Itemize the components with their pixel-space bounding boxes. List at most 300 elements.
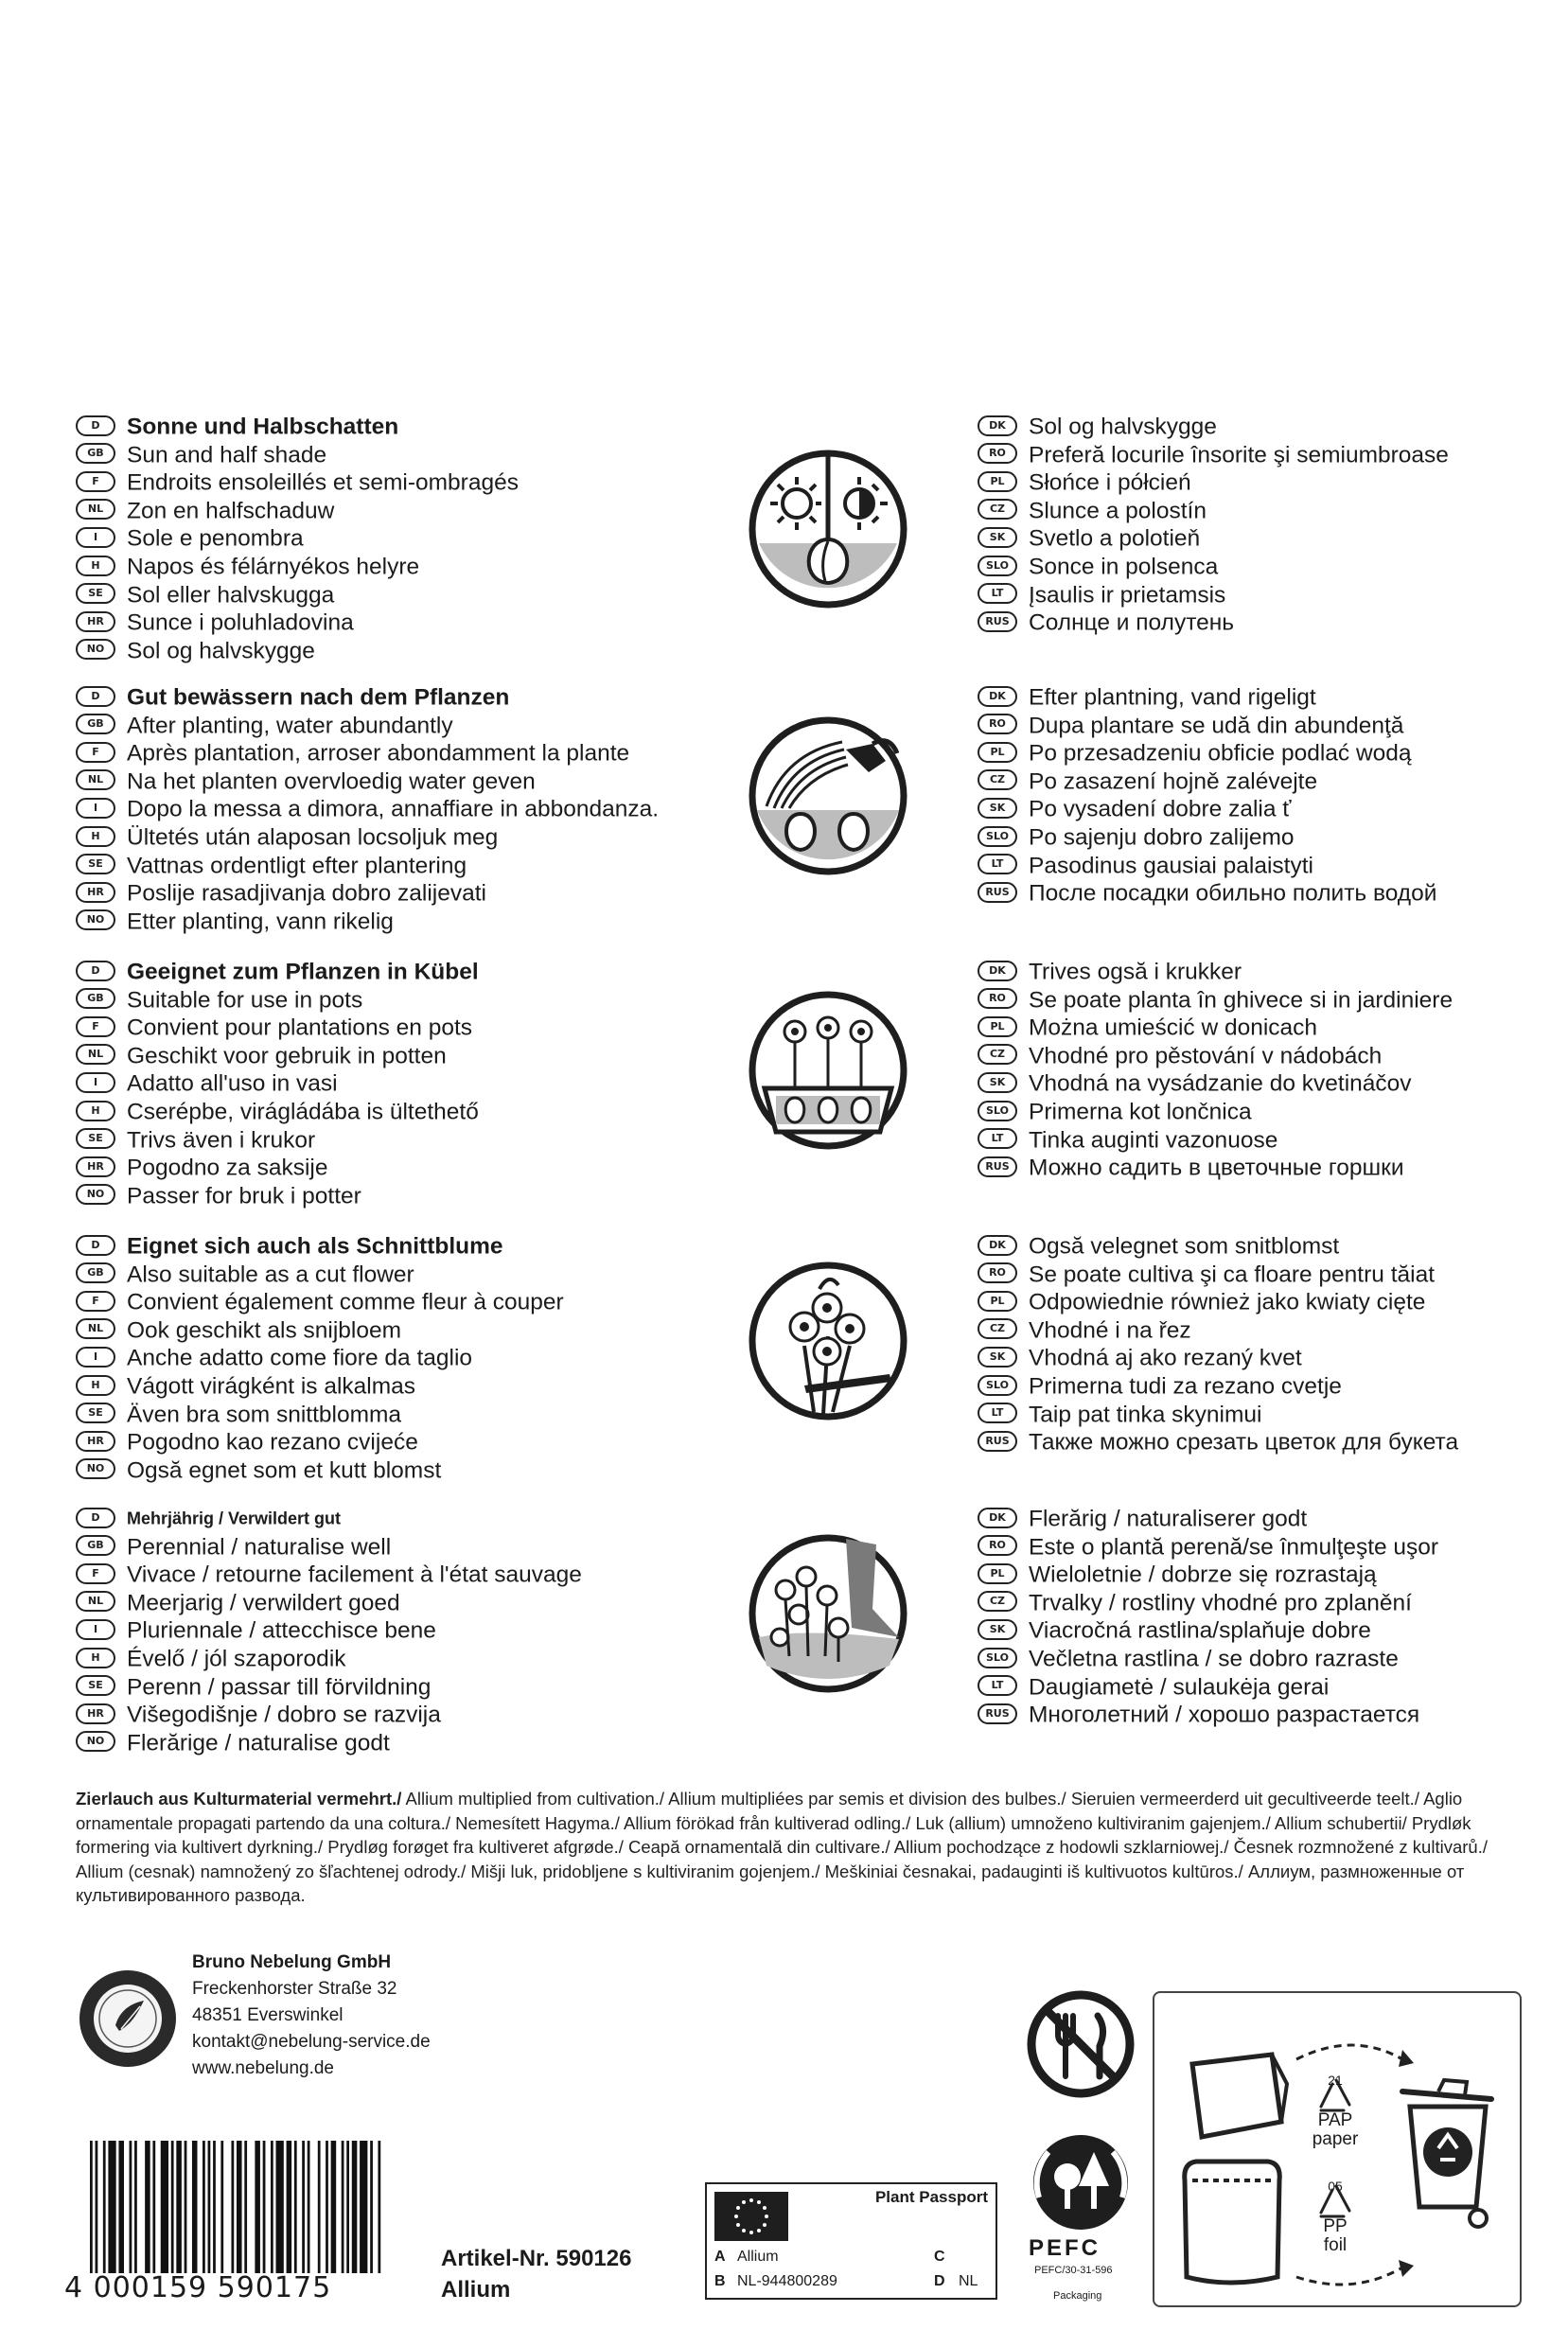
language-row <box>978 1261 1545 1289</box>
language-row <box>76 1589 738 1617</box>
language-code-badge: RO <box>978 1262 1017 1283</box>
language-text: Preferă locurile însorite şi semiumbroase <box>1029 442 1449 468</box>
language-row <box>76 1673 738 1702</box>
language-row <box>76 609 738 637</box>
language-row <box>76 497 738 525</box>
language-row <box>978 1701 1545 1729</box>
language-text: Vhodné pro pěstování v nádobách <box>1029 1043 1383 1069</box>
language-code-badge: SE <box>76 1128 115 1149</box>
barcode-bar <box>152 2141 155 2273</box>
not-for-consumption-icon <box>1024 1987 1137 2101</box>
language-code-badge: HR <box>76 882 115 903</box>
language-text: Vhodná na vysádzanie do kvetináčov <box>1029 1071 1412 1098</box>
recycling-bin-icon <box>1402 2080 1491 2227</box>
paper-recycle-code: PAP <box>1317 2110 1353 2130</box>
language-row <box>76 1126 738 1155</box>
language-code-badge: NO <box>76 1184 115 1205</box>
passport-label-b: B <box>714 2273 726 2289</box>
language-code-badge: RUS <box>978 1156 1017 1177</box>
language-text: Slunce a polostín <box>1029 498 1207 524</box>
language-text: Vattnas ordentligt efter plantering <box>127 853 467 879</box>
language-code-badge: HR <box>76 1703 115 1724</box>
language-text: Évelő / jól szaporodik <box>127 1646 346 1672</box>
flower-pot-icon <box>748 990 908 1151</box>
pefc-packaging-label: Packaging <box>1053 2290 1102 2302</box>
language-code-badge: GB <box>76 1262 115 1283</box>
language-code-badge: NO <box>76 1731 115 1752</box>
language-row <box>978 1616 1545 1645</box>
paper-arrow-icon <box>1296 2045 1402 2059</box>
language-code-badge: NL <box>76 499 115 520</box>
language-text: Sol eller halvskugga <box>127 582 335 609</box>
right-language-column <box>978 958 1545 1182</box>
company-email: kontakt@nebelung-service.de <box>192 2032 431 2052</box>
language-text: Sun and half shade <box>127 442 327 468</box>
language-code-badge: NL <box>76 1044 115 1065</box>
language-code-badge: RUS <box>978 611 1017 632</box>
language-row <box>978 823 1545 852</box>
language-code-badge: NO <box>76 1458 115 1479</box>
barcode-digits: 4 000159 590175 <box>64 2271 332 2304</box>
language-code-badge: GB <box>76 443 115 464</box>
cultivation-lead: Zierlauch aus Kulturmaterial vermehrt./ <box>76 1789 402 1809</box>
language-text: Flerărige / naturalise godt <box>127 1730 390 1756</box>
language-code-badge: LT <box>978 1403 1017 1423</box>
language-row <box>978 1561 1545 1589</box>
language-row <box>76 1729 738 1757</box>
language-text: Tinka auginti vazonuose <box>1029 1127 1278 1154</box>
language-code-badge: SLO <box>978 556 1017 576</box>
barcode-bar <box>103 2141 106 2273</box>
language-row <box>76 1645 738 1673</box>
pefc-label: PEFC <box>1029 2235 1101 2261</box>
barcode-bar <box>134 2141 137 2273</box>
language-text: Sole e penombra <box>127 526 304 553</box>
language-row <box>978 1069 1545 1098</box>
language-row <box>76 768 738 796</box>
language-text: Mehrjährig / Verwildert gut <box>127 1509 342 1528</box>
article-info <box>441 2243 631 2305</box>
barcode-bar <box>370 2141 373 2273</box>
language-text: Se poate planta în ghivece si in jardiniere <box>1029 987 1453 1014</box>
barcode-bar <box>220 2141 223 2273</box>
language-row <box>76 712 738 740</box>
language-text: Večletna rastlina / se dobro razraste <box>1029 1646 1399 1672</box>
right-language-column <box>978 413 1545 637</box>
language-text: Sonne und Halbschatten <box>127 414 399 440</box>
language-code-badge: SK <box>978 1347 1017 1368</box>
language-row <box>76 1372 738 1401</box>
language-row <box>76 1316 738 1345</box>
language-row <box>76 524 738 553</box>
language-code-badge: SK <box>978 1072 1017 1093</box>
language-row <box>76 879 738 908</box>
language-text: Po przesadzeniu obficie podlać wodą <box>1029 740 1412 767</box>
language-code-badge: RUS <box>978 1431 1017 1452</box>
language-code-badge: PL <box>978 1563 1017 1584</box>
language-text: Солнце и полутень <box>1029 609 1235 636</box>
barcode-bar <box>326 2141 328 2273</box>
barcode-bar <box>192 2141 198 2273</box>
language-text: Convient pour plantations en pots <box>127 1015 473 1041</box>
language-text: Также можно срезать цветок для букета <box>1029 1429 1459 1456</box>
language-code-badge: DK <box>978 415 1017 436</box>
language-code-badge: SE <box>76 1675 115 1696</box>
language-code-badge: H <box>76 1101 115 1121</box>
language-code-badge: PL <box>978 742 1017 763</box>
language-text: Trivs även i krukor <box>127 1127 316 1154</box>
language-row <box>978 468 1545 497</box>
language-row <box>76 1401 738 1429</box>
language-code-badge: I <box>76 1072 115 1093</box>
barcode-bar <box>96 2141 98 2273</box>
language-text: Napos és félárnyékos helyre <box>127 554 420 580</box>
language-text: Wieloletnie / dobrze się rozrastają <box>1029 1562 1377 1588</box>
passport-value-a: Allium <box>737 2249 779 2265</box>
language-code-badge: GB <box>76 714 115 734</box>
language-text: Gut bewässern nach dem Pflanzen <box>127 684 510 711</box>
language-code-badge: NO <box>76 909 115 930</box>
language-code-badge: HR <box>76 1156 115 1177</box>
barcode-bar <box>342 2141 344 2273</box>
barcode-bar <box>208 2141 211 2273</box>
language-code-badge: PL <box>978 1016 1017 1037</box>
barcode-bar <box>271 2141 273 2273</box>
language-code-badge: F <box>76 742 115 763</box>
language-row <box>978 879 1545 908</box>
language-code-badge: SE <box>76 583 115 604</box>
language-code-badge: HR <box>76 1431 115 1452</box>
passport-row-b <box>714 2273 837 2290</box>
right-language-column <box>978 1505 1545 1729</box>
pefc-code: PEFC/30-31-596 <box>1034 2265 1113 2276</box>
language-text: After planting, water abundantly <box>127 713 453 739</box>
language-text: Pogodno kao rezano cvijeće <box>127 1429 418 1456</box>
left-language-column <box>76 958 738 1209</box>
paper-recycle-number: 21 <box>1328 2073 1343 2088</box>
barcode-bar <box>130 2141 132 2273</box>
language-text: Adatto all'uso in vasi <box>127 1071 338 1098</box>
barcode-bar <box>287 2141 292 2273</box>
language-code-badge: HR <box>76 611 115 632</box>
passport-value-b: NL-944800289 <box>737 2273 837 2289</box>
language-text: Odpowiednie również jako kwiaty cięte <box>1029 1289 1426 1315</box>
perennial-naturalise-icon <box>748 1533 908 1694</box>
language-code-badge: F <box>76 1291 115 1312</box>
language-code-badge: RO <box>978 714 1017 734</box>
language-text: Taip pat tinka skynimui <box>1029 1402 1262 1428</box>
language-text: Sunce i poluhladovina <box>127 609 354 636</box>
language-row <box>76 1456 738 1485</box>
language-text: Vhodná aj ako rezaný kvet <box>1029 1346 1302 1372</box>
language-text: Vágott virágként is alkalmas <box>127 1373 416 1400</box>
language-code-badge: SK <box>978 527 1017 548</box>
language-code-badge: SLO <box>978 1648 1017 1668</box>
barcode-bar <box>346 2141 349 2273</box>
company-website: www.nebelung.de <box>192 2058 334 2078</box>
language-text: Perenn / passar till förvildning <box>127 1674 432 1701</box>
language-code-badge: SE <box>76 854 115 874</box>
barcode-bar <box>331 2141 337 2273</box>
left-language-column <box>76 1505 738 1756</box>
barcode-bar <box>171 2141 174 2273</box>
language-row <box>76 1261 738 1289</box>
sustainable-supplier-seal-icon <box>78 1968 178 2069</box>
language-text: Efter plantning, vand rigeligt <box>1029 684 1316 711</box>
plant-passport-title: Plant Passport <box>874 2188 988 2206</box>
language-row <box>76 683 738 712</box>
language-text: Passer for bruk i potter <box>127 1183 361 1209</box>
language-text: Cserépbe, virágládába is ültethető <box>127 1099 479 1125</box>
language-row <box>76 958 738 986</box>
barcode-bar <box>294 2141 297 2273</box>
company-city: 48351 Everswinkel <box>192 2005 344 2025</box>
barcode-bar <box>360 2141 367 2273</box>
language-text: Zon en halfschaduw <box>127 498 335 524</box>
pefc-tree-logo-icon <box>1030 2131 1132 2233</box>
language-text: Vivace / retourne facilement à l'état sauvage <box>127 1562 582 1588</box>
article-number: Artikel-Nr. 590126 <box>441 2246 632 2271</box>
language-row <box>978 1428 1545 1456</box>
language-code-badge: I <box>76 1619 115 1640</box>
language-row <box>76 1561 738 1589</box>
plant-passport <box>705 2182 997 2300</box>
language-text: Ogsă velegnet som snitblomst <box>1029 1233 1340 1260</box>
left-language-column <box>76 1232 738 1484</box>
barcode-bar <box>108 2141 115 2273</box>
language-code-badge: DK <box>978 961 1017 981</box>
language-text: Viacročná rastlina/splaňuje dobre <box>1029 1618 1371 1645</box>
language-row <box>978 986 1545 1015</box>
language-code-badge: DK <box>978 686 1017 707</box>
language-code-badge: I <box>76 527 115 548</box>
language-row <box>978 609 1545 637</box>
language-code-badge: SK <box>978 798 1017 819</box>
language-code-badge: D <box>76 415 115 436</box>
barcode-bar <box>231 2141 234 2273</box>
language-row <box>76 553 738 581</box>
recycling-info <box>1153 1991 1522 2307</box>
language-code-badge: DK <box>978 1508 1017 1528</box>
language-row <box>978 1098 1545 1126</box>
language-text: Ook geschikt als snijbloem <box>127 1317 402 1344</box>
language-row <box>978 497 1545 525</box>
language-text: Perennial / naturalise well <box>127 1534 392 1561</box>
language-text: Įsaulis ir prietamsis <box>1029 582 1226 609</box>
language-text: Endroits ensoleillés et semi-ombragés <box>127 469 519 496</box>
language-code-badge: RUS <box>978 1703 1017 1724</box>
language-row <box>978 795 1545 823</box>
language-text: Vhodné i na řez <box>1029 1317 1191 1344</box>
language-code-badge: D <box>76 1235 115 1256</box>
language-text: Flerărig / naturaliserer godt <box>1029 1506 1308 1532</box>
language-row <box>76 1616 738 1645</box>
language-row <box>978 739 1545 768</box>
language-code-badge: D <box>76 686 115 707</box>
language-text: Po vysadení dobre zalia ť <box>1029 797 1292 823</box>
language-code-badge: D <box>76 1508 115 1528</box>
language-code-badge: GB <box>76 1535 115 1556</box>
language-row <box>76 1154 738 1182</box>
left-language-column <box>76 413 738 664</box>
left-language-column <box>76 683 738 935</box>
language-text: Sol og halvskygge <box>127 638 315 664</box>
language-row <box>76 1288 738 1316</box>
barcode-bar <box>255 2141 260 2273</box>
language-row <box>76 1232 738 1261</box>
language-code-badge: SE <box>76 1403 115 1423</box>
language-row <box>76 1428 738 1456</box>
language-code-badge: RO <box>978 443 1017 464</box>
language-text: Trvalky / rostliny vhodné pro zplanění <box>1029 1590 1412 1616</box>
language-code-badge: GB <box>76 988 115 1009</box>
language-row <box>76 413 738 441</box>
language-text: Sol og halvskygge <box>1029 414 1217 440</box>
language-code-badge: RUS <box>978 882 1017 903</box>
language-text: Etter planting, vann rikelig <box>127 909 394 935</box>
barcode-bar <box>352 2141 358 2273</box>
language-row <box>76 1069 738 1098</box>
language-text: Ogsă egnet som et kutt blomst <box>127 1457 442 1484</box>
language-row <box>76 1533 738 1562</box>
language-row <box>76 908 738 936</box>
barcode-bar <box>203 2141 205 2273</box>
sun-half-shade-icon <box>748 449 908 609</box>
language-row <box>978 1154 1545 1182</box>
barcode-bar <box>176 2141 182 2273</box>
language-row <box>76 852 738 880</box>
passport-row-a <box>714 2249 779 2266</box>
barcode-bar <box>90 2141 93 2273</box>
barcode-bar <box>213 2141 216 2273</box>
language-row <box>978 958 1545 986</box>
foil-arrow-icon <box>1296 2268 1402 2285</box>
language-text: Se poate cultiva şi ca floare pentru tăiat <box>1029 1262 1436 1288</box>
barcode-bar <box>244 2141 247 2273</box>
language-row <box>76 739 738 768</box>
language-row <box>978 1645 1545 1673</box>
language-text: Après plantation, arroser abondamment la plante <box>127 740 630 767</box>
language-text: Słońce i półcień <box>1029 469 1191 496</box>
language-text: Also suitable as a cut flower <box>127 1262 414 1288</box>
language-row <box>76 795 738 823</box>
language-code-badge: SLO <box>978 1375 1017 1396</box>
foil-pouch-icon <box>1185 2162 1280 2283</box>
language-row <box>978 553 1545 581</box>
language-code-badge: H <box>76 1375 115 1396</box>
language-text: Dopo la messa a dimora, annaffiare in abbondanza. <box>127 797 660 823</box>
language-code-badge: F <box>76 1563 115 1584</box>
barcode-bar <box>237 2141 242 2273</box>
language-text: После посадки обильно полить водой <box>1029 880 1437 907</box>
language-row <box>978 1505 1545 1533</box>
language-row <box>76 441 738 469</box>
language-row <box>978 683 1545 712</box>
language-text: Po sajenju dobro zalijemo <box>1029 824 1295 851</box>
passport-label-a: A <box>714 2249 726 2265</box>
language-row <box>76 1042 738 1070</box>
language-code-badge: SK <box>978 1619 1017 1640</box>
language-text: Ültetés után alaposan locsoljuk meg <box>127 824 499 851</box>
language-text: Primerna tudi za rezano cvetje <box>1029 1373 1342 1400</box>
language-row <box>978 1232 1545 1261</box>
language-text: Convient également comme fleur à couper <box>127 1289 564 1315</box>
language-text: Svetlo a polotieň <box>1029 526 1201 553</box>
language-code-badge: I <box>76 1347 115 1368</box>
language-code-badge: H <box>76 1648 115 1668</box>
article-name: Allium <box>441 2277 511 2303</box>
language-row <box>76 1505 738 1533</box>
language-row <box>978 524 1545 553</box>
language-row <box>76 468 738 497</box>
language-row <box>76 1014 738 1042</box>
language-code-badge: LT <box>978 583 1017 604</box>
language-text: Pasodinus gausiai palaistyti <box>1029 853 1313 879</box>
language-row <box>978 712 1545 740</box>
cut-flower-icon <box>748 1261 908 1421</box>
language-code-badge: SLO <box>978 826 1017 847</box>
foil-recycle-number: 05 <box>1328 2179 1343 2194</box>
cultivation-note <box>76 1787 1495 1908</box>
language-row <box>76 1182 738 1210</box>
language-code-badge: CZ <box>978 499 1017 520</box>
language-text: Dupa plantare se udă din abundenţă <box>1029 713 1404 739</box>
language-row <box>978 1533 1545 1562</box>
language-text: Многолетний / хорошо разрастается <box>1029 1702 1420 1728</box>
language-code-badge: F <box>76 471 115 492</box>
language-text: Meerjarig / verwildert goed <box>127 1590 400 1616</box>
barcode-bar <box>145 2141 150 2273</box>
language-code-badge: SLO <box>978 1101 1017 1121</box>
language-code-badge: LT <box>978 1128 1017 1149</box>
language-code-badge: PL <box>978 1291 1017 1312</box>
paper-recycle-word: paper <box>1312 2129 1359 2149</box>
language-row <box>978 1589 1545 1617</box>
language-code-badge: CZ <box>978 1318 1017 1339</box>
barcode-bar <box>161 2141 168 2273</box>
language-row <box>978 581 1545 609</box>
language-row <box>978 1316 1545 1345</box>
language-row <box>978 1126 1545 1155</box>
language-code-badge: LT <box>978 854 1017 874</box>
foil-recycle-word: foil <box>1323 2235 1348 2255</box>
language-code-badge: LT <box>978 1675 1017 1696</box>
language-row <box>76 823 738 852</box>
barcode-bar <box>276 2141 284 2273</box>
language-code-badge: CZ <box>978 1591 1017 1612</box>
right-language-column <box>978 1232 1545 1456</box>
language-row <box>76 986 738 1015</box>
language-text: Daugiametė / sulaukėja gerai <box>1029 1674 1330 1701</box>
language-text: Można umieścić w donicach <box>1029 1015 1318 1041</box>
language-code-badge: RO <box>978 1535 1017 1556</box>
language-row <box>76 637 738 665</box>
language-text: Можно садить в цветочные горшки <box>1029 1155 1404 1181</box>
language-row <box>978 1673 1545 1702</box>
language-code-badge: NL <box>76 1591 115 1612</box>
language-text: Även bra som snittblomma <box>127 1402 402 1428</box>
paper-bag-icon <box>1192 2055 1287 2137</box>
language-code-badge: F <box>76 1016 115 1037</box>
language-row <box>76 1098 738 1126</box>
language-text: Geschikt voor gebruik in potten <box>127 1043 447 1069</box>
language-row <box>978 1042 1545 1070</box>
foil-recycle-code: PP <box>1323 2216 1348 2236</box>
language-text: Eignet sich auch als Schnittblume <box>127 1233 503 1260</box>
language-code-badge: PL <box>978 471 1017 492</box>
barcode-bar <box>302 2141 305 2273</box>
language-text: Trives ogsă i krukker <box>1029 959 1242 985</box>
